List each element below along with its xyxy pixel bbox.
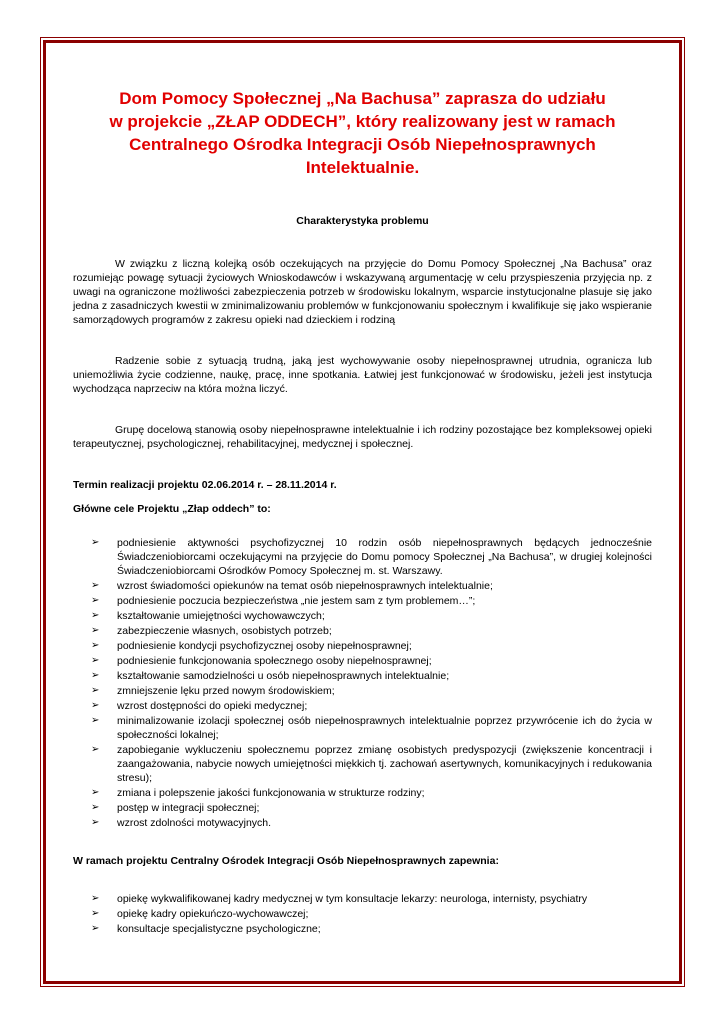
goal-list-item — [91, 536, 652, 578]
goal-item-text: wzrost zdolności motywacyjnych. — [117, 817, 272, 829]
provides-list-item — [91, 892, 652, 906]
provides-heading: W ramach projektu Centralny Ośrodek Integracji Osób Niepełnosprawnych zapewnia: — [73, 855, 499, 867]
document-title — [73, 87, 652, 179]
goal-item-text: podniesienie funkcjonowania społecznego osoby niepełnosprawnej; — [117, 655, 432, 667]
arrow-bullet-icon: ➢ — [91, 817, 100, 828]
page-content-area — [43, 40, 682, 984]
section-heading: Charakterystyka problemu — [296, 215, 429, 227]
goal-list-item — [91, 639, 652, 653]
paragraph-problem-2: Radzenie sobie z sytuacją trudną, jaką jest wychowywanie osoby niepełnosprawnej utrudnia, ogranicza lub uniemożliwia życie codzienne, naukę, pracę, inne spotkania. Łatwiej jest funkcjonować w środowisku, jeżeli jest instytucja wychodząca naprzeciw na która można liczyć. — [73, 355, 652, 395]
provides-list — [91, 892, 652, 936]
arrow-bullet-icon: ➢ — [91, 655, 100, 666]
goal-item-text: zmniejszenie lęku przed nowym środowiskiem; — [117, 685, 335, 697]
goal-list-item — [91, 714, 652, 742]
document-title-line: w projekcie „ZŁAP ODDECH”, który realizowany jest w ramach — [109, 112, 616, 131]
goal-item-text: podniesienie poczucia bezpieczeństwa „nie jestem sam z tym problemem…”; — [117, 595, 476, 607]
goal-list-item — [91, 624, 652, 638]
provides-list-item — [91, 907, 652, 921]
goal-list-item — [91, 743, 652, 785]
goal-item-text: wzrost świadomości opiekunów na temat osób niepełnosprawnych intelektualnie; — [117, 580, 493, 592]
goal-item-text: podniesienie kondycji psychofizycznej osoby niepełnosprawnej; — [117, 640, 412, 652]
arrow-bullet-icon: ➢ — [91, 640, 100, 651]
goal-item-text: zmiana i polepszenie jakości funkcjonowania w strukturze rodziny; — [117, 787, 425, 799]
arrow-bullet-icon: ➢ — [91, 923, 100, 934]
arrow-bullet-icon: ➢ — [91, 744, 100, 755]
paragraph-target-group: Grupę docelową stanowią osoby niepełnosprawne intelektualnie i ich rodziny pozostające bez kompleksowej opieki terapeutycznej, psychologicznej, rehabilitacyjnej, medycznej i społecznej. — [73, 424, 652, 450]
goal-item-text: minimalizowanie izolacji społecznej osób niepełnosprawnych intelektualnie poprzez przywrócenie ich do życia w społeczności lokalnej; — [117, 715, 652, 741]
arrow-bullet-icon: ➢ — [91, 908, 100, 919]
arrow-bullet-icon: ➢ — [91, 715, 100, 726]
arrow-bullet-icon: ➢ — [91, 802, 100, 813]
arrow-bullet-icon: ➢ — [91, 595, 100, 606]
goal-list-item — [91, 699, 652, 713]
arrow-bullet-icon: ➢ — [91, 893, 100, 904]
document-title-line: Intelektualnie. — [305, 158, 420, 177]
arrow-bullet-icon: ➢ — [91, 670, 100, 681]
provides-item-text: opiekę kadry opiekuńczo-wychowawczej; — [117, 908, 309, 920]
document-title-line: Centralnego Ośrodka Integracji Osób Niepełnosprawnych — [129, 135, 596, 154]
provides-item-text: opiekę wykwalifikowanej kadry medycznej w tym konsultacje lekarzy: neurologa, internisty, psychiatry — [117, 893, 588, 905]
goal-item-text: zabezpieczenie własnych, osobistych potrzeb; — [117, 625, 332, 637]
goal-list-item — [91, 801, 652, 815]
goal-item-text: zapobieganie wykluczeniu społecznemu poprzez zmianę osobistych predyspozycji (zwiększenie koncentracji i zaangażowania, nabycie nowych umiejętności miękkich tj. zachowań asertywnych, komunikacyjnych i redukowania stresu); — [117, 744, 652, 784]
goal-list-item — [91, 609, 652, 623]
goal-item-text: wzrost dostępności do opieki medycznej; — [117, 700, 308, 712]
arrow-bullet-icon: ➢ — [91, 537, 100, 548]
goal-list-item — [91, 786, 652, 800]
arrow-bullet-icon: ➢ — [91, 610, 100, 621]
goal-item-text: postęp w integracji społecznej; — [117, 802, 260, 814]
paragraph-problem-1: W związku z liczną kolejką osób oczekujących na przyjęcie do Domu Pomocy Społecznej „Na Bachusa” oraz rozumiejąc powagę sytuacji życiowych Wnioskodawców i wskazywaną argumentację w celu przyspieszenia przyjęcia np. z uwagi na ograniczone możliwości zabezpieczenia potrzeb w środowisku lokalnym, wsparcie instytucjonalne plasuje się jako jedna z zasadniczych kwestii w zminimalizowaniu problemów w funkcjonowaniu społecznym i kwalifikuje się jako wspieranie samorządowych programów z zakresu opieki nad dzieckiem i rodziną — [73, 258, 652, 326]
goals-list — [91, 536, 652, 830]
goal-list-item — [91, 594, 652, 608]
goal-item-text: kształtowanie umiejętności wychowawczych; — [117, 610, 325, 622]
goals-heading: Główne cele Projektu „Złap oddech” to: — [73, 503, 271, 515]
goal-item-text: podniesienie aktywności psychofizycznej 10 rodzin osób niepełnosprawnych będących jednocześnie Świadczeniobiorcami oczekującymi na przyjęcie do Domu pomocy Społecznej „Na Bachusa”, w drugiej kolejności Świadczeniobiorcami Ośrodków Pomocy Społecznej m. st. Warszawy. — [117, 537, 652, 577]
arrow-bullet-icon: ➢ — [91, 700, 100, 711]
goal-list-item — [91, 816, 652, 830]
goal-list-item — [91, 579, 652, 593]
page-border-frame — [40, 37, 685, 987]
arrow-bullet-icon: ➢ — [91, 580, 100, 591]
arrow-bullet-icon: ➢ — [91, 787, 100, 798]
project-term-line: Termin realizacji projektu 02.06.2014 r. – 28.11.2014 r. — [73, 479, 337, 491]
provides-item-text: konsultacje specjalistyczne psychologiczne; — [117, 923, 321, 935]
goal-list-item — [91, 669, 652, 683]
goal-item-text: kształtowanie samodzielności u osób niepełnosprawnych intelektualnie; — [117, 670, 450, 682]
provides-list-item — [91, 922, 652, 936]
document-title-line: Dom Pomocy Społecznej „Na Bachusa” zaprasza do udziału — [119, 89, 606, 108]
arrow-bullet-icon: ➢ — [91, 685, 100, 696]
goal-list-item — [91, 654, 652, 668]
arrow-bullet-icon: ➢ — [91, 625, 100, 636]
goal-list-item — [91, 684, 652, 698]
